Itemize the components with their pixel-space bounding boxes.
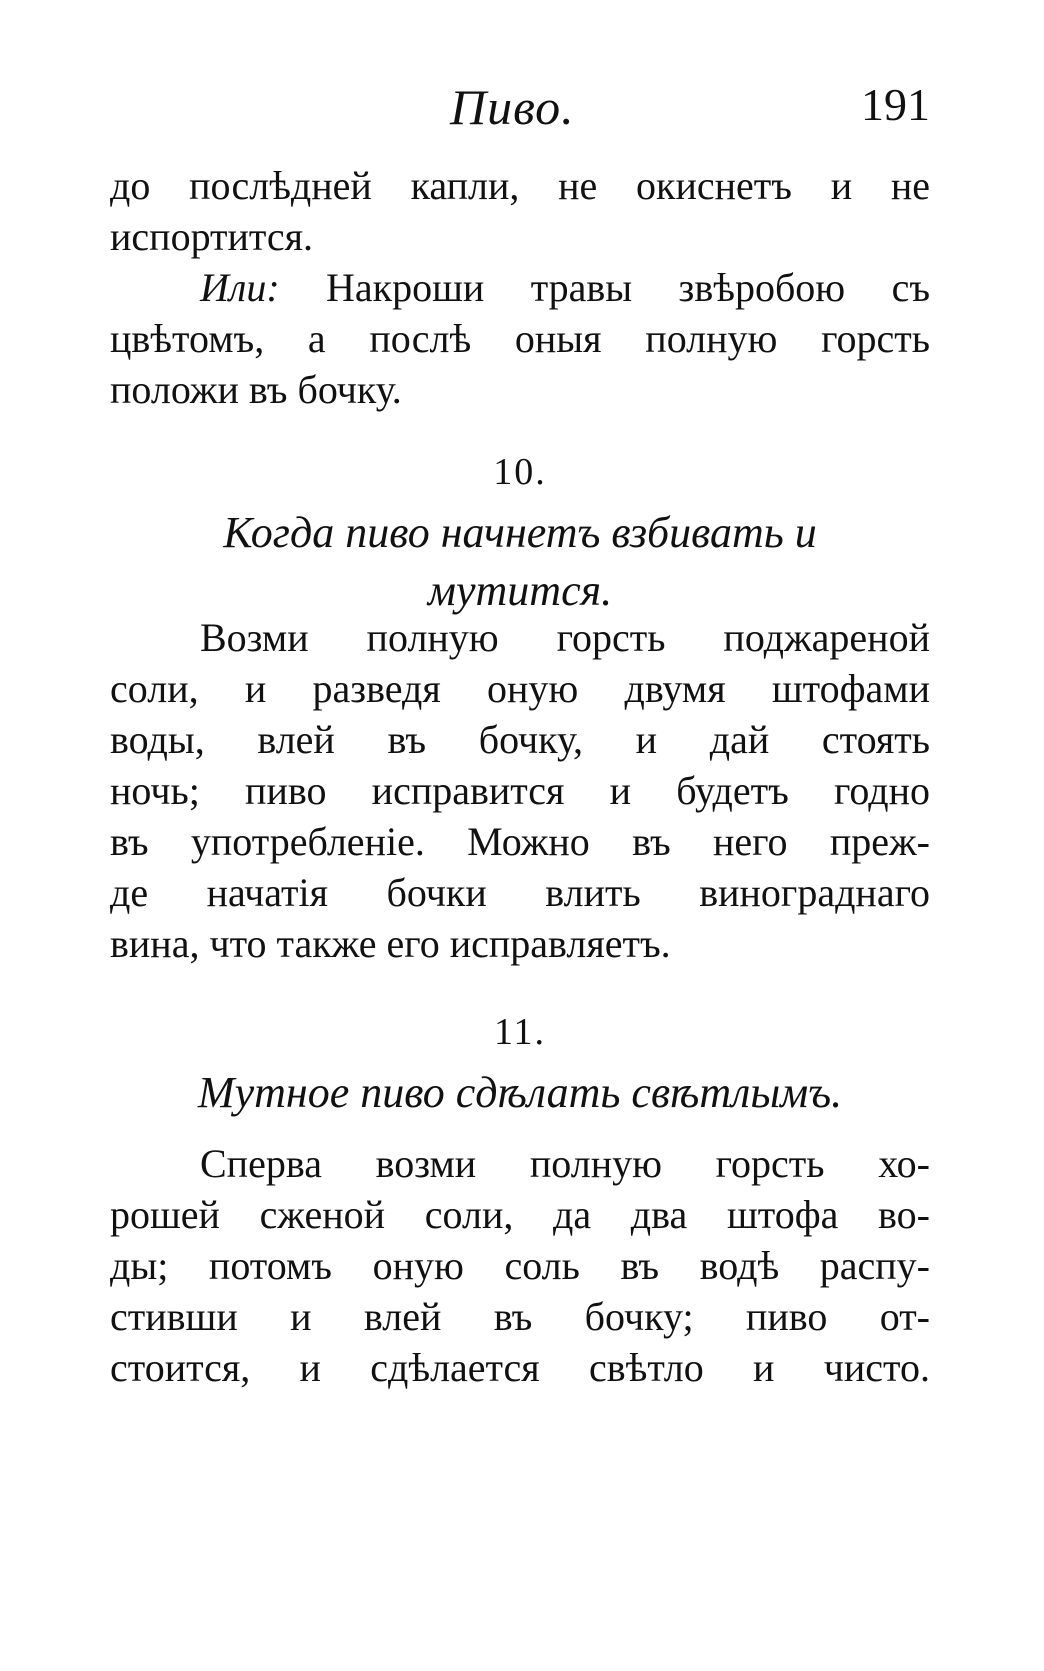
text-line: де начатія бочки влить винограднаго [110,870,930,915]
ili-lead: Или: [200,265,280,310]
section-heading-10 [110,504,930,620]
text-line: цвѣтомъ, а послѣ оныя полную горсть [110,316,930,361]
text-line: въ употребленіе. Можно въ него преж- [110,819,930,864]
heading-line: Мутное пиво сдѣлать свѣтлымъ. [197,1068,843,1117]
text-line: ды; потомъ оную соль въ водѣ распу- [110,1243,930,1288]
text-line: испортится. [110,214,314,259]
text-line: воды, влей въ бочку, и дай стоять [110,717,930,762]
text-line: соли, и разведя оную двумя штофами [110,666,930,711]
running-head [110,78,930,138]
page-number: 191 [861,79,930,130]
section-heading-11 [110,1064,930,1122]
text-line: стоится, и сдѣлается свѣтло и чисто. [110,1345,930,1390]
running-title: Пиво. [450,79,575,135]
section-number-10: 10. [493,451,547,493]
section-number-11: 11. [493,1011,547,1053]
text-line: стивши и влей въ бочку; пиво от- [110,1294,930,1339]
text-line: вина, что также его исправляетъ. [110,921,671,966]
section-body-10 [110,612,930,969]
text-line: Сперва возми полную горсть хо- [200,1141,930,1186]
section-body-11 [110,1138,930,1393]
heading-line: мутится. [427,566,613,615]
paragraph-continued [110,160,930,262]
text-line: до послѣдней капли, не окиснетъ и не [110,163,930,208]
paragraph-ili [110,262,930,415]
text-line [110,262,930,313]
ili-line-rest: Накроши травы звѣробою съ [326,265,930,310]
text-line: ночь; пиво исправится и будетъ годно [110,768,930,813]
text-line: рошей сженой соли, да два штофа во- [110,1192,930,1237]
text-line: Возми полную горсть поджареной [200,615,930,660]
text-line: положи въ бочку. [110,367,402,412]
heading-line: Когда пиво начнетъ взбивать и [223,508,817,557]
